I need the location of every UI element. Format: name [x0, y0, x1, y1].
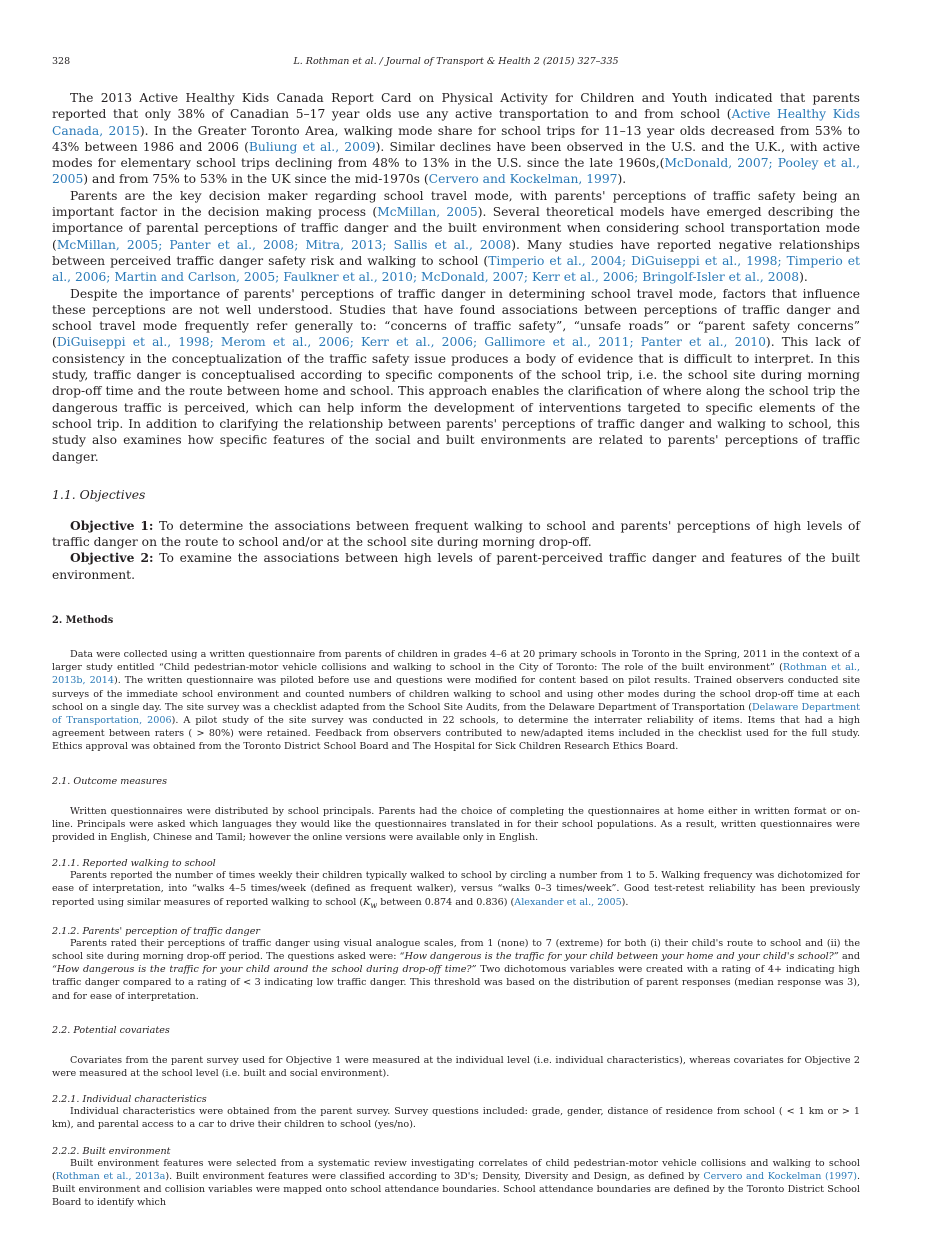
citation-link[interactable]: Timperio et al., 2004; DiGuiseppi et al., 1998; Timperio et al., 2006; Martin and Carlson, 2005; Faulkner et al., 2010; McDonald, 2007; Kerr et al., 2006; Bringolf-Isler et al., 2008: [52, 253, 860, 285]
outcome-measures-body: [52, 805, 860, 845]
paragraph: Written questionnaires were distributed by school principals. Parents had the choice of completing the questionnaires at home either in written format or on-line. Principals were asked which languages they would like the questionnaires translated in for their school populations. As a result, written questionnaires were provided in English, Chinese and Tamil; however the online versions were available only in English.: [52, 805, 860, 844]
journal-reference: L. Rothman et al. / Journal of Transport & Health 2 (2015) 327–335: [293, 56, 619, 67]
objectives-body: [52, 518, 860, 583]
paragraph: Parents are the key decision maker regarding school travel mode, with parents' perceptions of traffic safety being an important factor in the decision making process (McMillan, 2005). Several theoretical models have emerged describing the importance of parental perceptions of traffic danger and the built environment when considering school transportation mode (McMillan, 2005; Panter et al., 2008; Mitra, 2013; Sallis et al., 2008). Many studies have reported negative relationships between perceived traffic danger safety risk and walking to school (Timperio et al., 2004; DiGuiseppi et al., 1998; Timperio et al., 2006; Martin and Carlson, 2005; Faulkner et al., 2010; McDonald, 2007; Kerr et al., 2006; Bringolf-Isler et al., 2008).: [52, 188, 861, 285]
citation-link[interactable]: Alexander et al., 2005: [514, 896, 622, 908]
paragraph: Parents rated their perceptions of traffic danger using visual analogue scales, from 1 (none) to 7 (extreme) for both (i) their child's route to school and (ii) the school site during morning drop-off period. The questions asked were: “How dangerous is the traffic for your child between your home and your child's school?” and “How dangerous is the traffic for your child around the school during drop-off time?” Two dichotomous variables were created with a rating of 4+ indicating high traffic danger compared to a rating of < 3 indicating low traffic danger. This threshold was based on the distribution of parent responses (median response was 3), and for ease of interpretation.: [52, 937, 861, 1002]
traffic-danger-body: [52, 937, 860, 1003]
citation-link[interactable]: Rothman et al., 2013b, 2014: [52, 662, 860, 687]
introduction-body: [52, 90, 860, 465]
built-environment-body: [52, 1157, 860, 1210]
outcome-measures-heading: 2.1. Outcome measures: [52, 775, 168, 787]
citation-link[interactable]: Rothman et al., 2013a: [55, 1170, 166, 1182]
paragraph: Individual characteristics were obtained from the parent survey. Survey questions included: grade, gender, distance of residence from school ( < 1 km or > 1 km), and parental access to a car to drive their children to school (yes/no).: [52, 1106, 860, 1131]
objective-1: Objective 1: To determine the associations between frequent walking to school and parents' perceptions of high levels of traffic danger on the route to school and/or at the school site during morning drop-off.: [52, 517, 860, 550]
built-environment-heading: 2.2.2. Built environment: [52, 1145, 171, 1157]
paragraph: Covariates from the parent survey used for Objective 1 were measured at the individual level (i.e. individual characteristics), whereas covariates for Objective 2 were measured at the school level (i.e. built and social environment).: [52, 1054, 860, 1079]
citation-link[interactable]: McMillan, 2005: [377, 205, 478, 220]
running-header: [52, 52, 860, 72]
citation-link[interactable]: Active Healthy Kids Canada, 2015: [52, 107, 861, 138]
citation-link[interactable]: Buliung et al., 2009: [248, 139, 376, 154]
citation-link[interactable]: Cervero and Kockelman, 1997: [428, 172, 618, 187]
methods-body: [52, 648, 860, 754]
citation-link[interactable]: Cervero and Kockelman (1997): [703, 1170, 857, 1182]
paragraph: The 2013 Active Healthy Kids Canada Report Card on Physical Activity for Children and Youth indicated that parents reported that only 38% of Canadian 5–17 year olds use any active transportation to and from school (Active Healthy Kids Canada, 2015). In the Greater Toronto Area, walking mode share for school trips for 11–13 year olds decreased from 53% to 43% between 1986 and 2006 (Buliung et al., 2009). Similar declines have been observed in the U.S. and the U.K., with active modes for elementary school trips declining from 48% to 13% in the U.S. since the late 1960s,(McDonald, 2007; Pooley et al., 2005) and from 75% to 53% in the UK since the mid-1970s (Cervero and Kockelman, 1997).: [52, 91, 861, 187]
citation-link[interactable]: Delaware Department of Transportation, 2006: [52, 701, 861, 727]
citation-link[interactable]: DiGuiseppi et al., 1998; Merom et al., 2006; Kerr et al., 2006; Gallimore et al., 2011; Panter et al., 2010: [56, 335, 766, 350]
article-page: [52, 52, 860, 1209]
walking-body: [52, 869, 860, 912]
page-number: 328: [52, 56, 71, 67]
citation-link[interactable]: McMillan, 2005; Panter et al., 2008; Mitra, 2013; Sallis et al., 2008: [56, 237, 512, 252]
covariates-heading: 2.2. Potential covariates: [52, 1024, 170, 1036]
paragraph: Despite the importance of parents' perceptions of traffic danger in determining school travel mode, factors that influence these perceptions are not well understood. Studies that have found associations between perceptions of traffic danger and school travel mode frequently refer generally to: “concerns of traffic safety”, “unsafe roads” or “parent safety concerns” (DiGuiseppi et al., 1998; Merom et al., 2006; Kerr et al., 2006; Gallimore et al., 2011; Panter et al., 2010). This lack of consistency in the conceptualization of the traffic safety issue produces a body of evidence that is difficult to interpret. In this study, traffic danger is conceptualised according to specific components of the school trip, i.e. the school site during morning drop-off time and the route between home and school. This approach enables the clarification of where along the school trip the dangerous traffic is perceived, which can help inform the development of interventions targeted to specific elements of the school trip. In addition to clarifying the relationship between parents' perceptions of traffic danger and walking to school, this study also examines how specific features of the social and built environments are related to parents' perceptions of traffic danger.: [52, 286, 860, 464]
covariates-body: [52, 1054, 860, 1080]
traffic-danger-heading: 2.1.2. Parents' perception of traffic danger: [52, 925, 260, 937]
walking-heading: 2.1.1. Reported walking to school: [52, 858, 216, 870]
individual-characteristics-heading: 2.2.1. Individual characteristics: [52, 1094, 207, 1106]
objectives-heading: 1.1. Objectives: [52, 486, 146, 502]
objective-2: Objective 2: To examine the associations between high levels of parent-perceived traffic danger and features of the built environment.: [52, 550, 860, 582]
individual-characteristics-body: [52, 1105, 860, 1131]
paragraph: Parents reported the number of times weekly their children typically walked to school by circling a number from 1 to 5. Walking frequency was dichotomized for ease of interpretation, into “walks 4–5 times/week (defined as frequent walker), versus “walks 0–3 times/week”. Good test-retest reliability has been previously reported using similar measures of reported walking to school ($K_w$ between 0.874 and 0.836) (Alexander et al., 2005).: [52, 870, 860, 910]
paragraph: Data were collected using a written questionnaire from parents of children in grades 4–6 at 20 primary schools in Toronto in the Spring, 2011 in the context of a larger study entitled “Child pedestrian-motor vehicle collisions and walking to school in the City of Toronto: The role of the built environment” (Rothman et al., 2013b, 2014). The written questionnaire was piloted before use and questions were modified for content based on pilot results. Trained observers conducted site surveys of the immediate school environment and counted numbers of children walking to school and using other modes during the school drop-off time at each school on a single day. The site survey was a checklist adapted from the School Site Audits, from the Delaware Department of Transportation (Delaware Department of Transportation, 2006). A pilot study of the site survey was conducted in 22 schools, to determine the interrater reliability of items. Items that had a high agreement between raters ( > 80%) were retained. Feedback from observers contributed to new/adapted items included in the checklist used for the full study. Ethics approval was obtained from the Toronto District School Board and The Hospital for Sick Children Research Ethics Board.: [52, 649, 861, 753]
citation-link[interactable]: McDonald, 2007; Pooley et al., 2005: [52, 156, 860, 187]
paragraph: Built environment features were selected from a systematic review investigating correlates of child pedestrian-motor vehicle collisions and walking to school (Rothman et al., 2013a). Built environment features were classified according to 3D's; Density, Diversity and Design, as defined by Cervero and Kockelman (1997). Built environment and collision variables were mapped onto school attendance boundaries. School attendance boundaries are defined by the Toronto District School Board to identify which: [52, 1157, 860, 1209]
methods-heading: 2. Methods: [52, 615, 114, 627]
